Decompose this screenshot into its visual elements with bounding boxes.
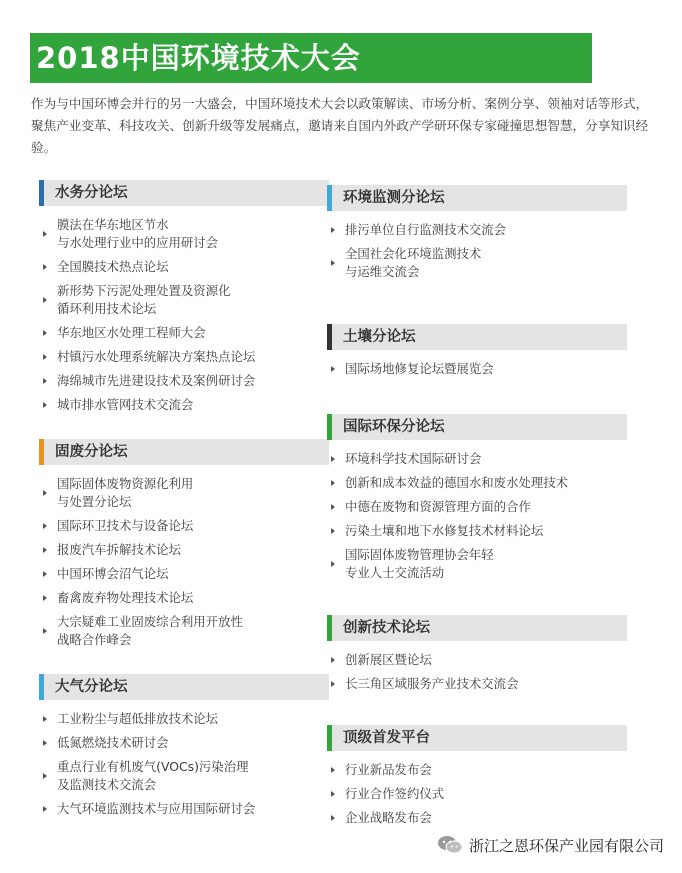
list-item [39, 517, 329, 535]
right-section [327, 725, 627, 827]
list-item [39, 710, 329, 728]
list-item [39, 372, 329, 390]
left-section [39, 180, 329, 414]
section-accent-bar [327, 185, 332, 211]
list-item-text: 企业战略发布会 [345, 810, 432, 825]
list-item-text: 全国社会化环境监测技术 与运维交流会 [345, 246, 482, 279]
list-item-text: 村镇污水处理系统解决方案热点论坛 [57, 349, 256, 364]
page-title: 2018中国环境技术大会 [30, 33, 592, 83]
wechat-icon [437, 835, 463, 855]
section-accent-bar [327, 615, 332, 641]
list-item-text: 华东地区水处理工程师大会 [57, 325, 206, 340]
forum-list [39, 710, 329, 818]
list-item-text: 中国环博会沼气论坛 [57, 566, 169, 581]
section-accent-bar [39, 180, 44, 206]
forum-list [327, 761, 627, 827]
section-heading [327, 725, 627, 751]
list-item-text: 污染土壤和地下水修复技术材料论坛 [345, 523, 544, 538]
bullet-arrow-icon [43, 773, 47, 779]
footer-watermark [437, 833, 664, 857]
bullet-arrow-icon [43, 571, 47, 577]
section-heading [39, 674, 329, 700]
section-title: 土壤分论坛 [343, 329, 416, 345]
list-item-text: 行业新品发布会 [345, 762, 432, 777]
section-title: 大气分论坛 [55, 679, 128, 695]
forum-list [327, 450, 627, 582]
list-item-text: 重点行业有机废气(VOCs)污染治理 及监测技术交流会 [57, 759, 249, 792]
list-item [39, 324, 329, 342]
list-item-text: 低氮燃烧技术研讨会 [57, 735, 169, 750]
list-item [39, 282, 329, 318]
bullet-arrow-icon [331, 528, 335, 534]
forum-list [327, 221, 627, 281]
bullet-arrow-icon [43, 740, 47, 746]
bullet-arrow-icon [43, 354, 47, 360]
list-item [327, 474, 627, 492]
bullet-arrow-icon [331, 767, 335, 773]
left-section [39, 674, 329, 818]
list-item [39, 348, 329, 366]
list-item [327, 450, 627, 468]
bullet-arrow-icon [43, 523, 47, 529]
list-item [39, 589, 329, 607]
section-heading [327, 185, 627, 211]
section-accent-bar [327, 324, 332, 350]
forum-list [39, 216, 329, 414]
bullet-arrow-icon [331, 366, 335, 372]
list-item-text: 国际场地修复论坛暨展览会 [345, 361, 494, 376]
list-item [327, 245, 627, 281]
list-item [39, 216, 329, 252]
list-item [39, 734, 329, 752]
list-item-text: 畜禽废弃物处理技术论坛 [57, 590, 194, 605]
section-heading [39, 180, 329, 206]
list-item [327, 522, 627, 540]
bullet-arrow-icon [331, 504, 335, 510]
bullet-arrow-icon [331, 480, 335, 486]
forum-list [327, 360, 627, 378]
section-title: 国际环保分论坛 [343, 419, 445, 435]
left-section [39, 439, 329, 649]
list-item [39, 758, 329, 794]
section-title: 环境监测分论坛 [343, 190, 445, 206]
list-item-text: 报废汽车拆解技术论坛 [57, 542, 181, 557]
right-section [327, 414, 627, 582]
section-heading [39, 439, 329, 465]
list-item-text: 新形势下污泥处理处置及资源化 循环利用技术论坛 [57, 283, 231, 316]
list-item-text: 行业合作签约仪式 [345, 786, 445, 801]
list-item-text: 国际固体废物管理协会年轻 专业人士交流活动 [345, 547, 494, 580]
section-heading [327, 615, 627, 641]
list-item-text: 海绵城市先进建设技术及案例研讨会 [57, 373, 256, 388]
list-item-text: 膜法在华东地区节水 与水处理行业中的应用研讨会 [57, 217, 219, 250]
list-item [327, 761, 627, 779]
forum-list [327, 651, 627, 693]
list-item-text: 大宗疑难工业固废综合利用开放性 战略合作峰会 [57, 614, 243, 647]
bullet-arrow-icon [331, 681, 335, 687]
section-title: 水务分论坛 [55, 185, 128, 201]
list-item [327, 546, 627, 582]
list-item-text: 国际固体废物资源化利用 与处置分论坛 [57, 476, 194, 509]
bullet-arrow-icon [43, 264, 47, 270]
list-item [327, 785, 627, 803]
list-item-text: 创新和成本效益的德国水和废水处理技术 [345, 475, 569, 490]
bullet-arrow-icon [43, 378, 47, 384]
list-item [39, 396, 329, 414]
list-item [39, 475, 329, 511]
list-item-text: 工业粉尘与超低排放技术论坛 [57, 711, 219, 726]
list-item [39, 613, 329, 649]
section-accent-bar [327, 414, 332, 440]
right-section [327, 324, 627, 378]
section-title: 创新技术论坛 [343, 620, 430, 636]
bullet-arrow-icon [331, 227, 335, 233]
bullet-arrow-icon [331, 815, 335, 821]
bullet-arrow-icon [331, 561, 335, 567]
section-heading [327, 414, 627, 440]
section-accent-bar [39, 439, 44, 465]
bullet-arrow-icon [43, 806, 47, 812]
list-item-text: 排污单位自行监测技术交流会 [345, 222, 507, 237]
list-item-text: 全国膜技术热点论坛 [57, 259, 169, 274]
list-item-text: 创新展区暨论坛 [345, 652, 432, 667]
bullet-arrow-icon [43, 490, 47, 496]
forum-list [39, 475, 329, 649]
list-item-text: 中德在废物和资源管理方面的合作 [345, 499, 531, 514]
bullet-arrow-icon [331, 260, 335, 266]
section-accent-bar [39, 674, 44, 700]
right-column [327, 185, 627, 833]
bullet-arrow-icon [43, 716, 47, 722]
list-item-text: 国际环卫技术与设备论坛 [57, 518, 194, 533]
bullet-arrow-icon [43, 402, 47, 408]
bullet-arrow-icon [43, 547, 47, 553]
bullet-arrow-icon [43, 628, 47, 634]
section-accent-bar [327, 725, 332, 751]
list-item [39, 541, 329, 559]
list-item-text: 大气环境监测技术与应用国际研讨会 [57, 801, 256, 816]
list-item [39, 565, 329, 583]
section-heading [327, 324, 627, 350]
bullet-arrow-icon [43, 330, 47, 336]
intro-paragraph: 作为与中国环博会并行的另一大盛会，中国环境技术大会以政策解读、市场分析、案例分享、领袖对话等形式，聚焦产业变革、科技攻关、创新升级等发展痛点，邀请来自国内外政产学研环保专家碰撞思想智慧，分享知识经验。 [31, 96, 649, 155]
bullet-arrow-icon [331, 456, 335, 462]
list-item [39, 800, 329, 818]
list-item [327, 498, 627, 516]
bullet-arrow-icon [331, 791, 335, 797]
section-title: 固废分论坛 [55, 444, 128, 460]
right-section [327, 185, 627, 281]
list-item [327, 809, 627, 827]
section-title: 顶级首发平台 [343, 730, 430, 746]
list-item-text: 环境科学技术国际研讨会 [345, 451, 482, 466]
bullet-arrow-icon [43, 297, 47, 303]
footer-company-name: 浙江之恩环保产业园有限公司 [468, 836, 664, 855]
right-section [327, 615, 627, 693]
list-item [39, 258, 329, 276]
list-item [327, 360, 627, 378]
bullet-arrow-icon [331, 657, 335, 663]
list-item-text: 城市排水管网技术交流会 [57, 397, 194, 412]
list-item [327, 651, 627, 669]
bullet-arrow-icon [43, 595, 47, 601]
left-column [39, 180, 329, 824]
list-item [327, 221, 627, 239]
list-item-text: 长三角区域服务产业技术交流会 [345, 676, 519, 691]
list-item [327, 675, 627, 693]
bullet-arrow-icon [43, 231, 47, 237]
